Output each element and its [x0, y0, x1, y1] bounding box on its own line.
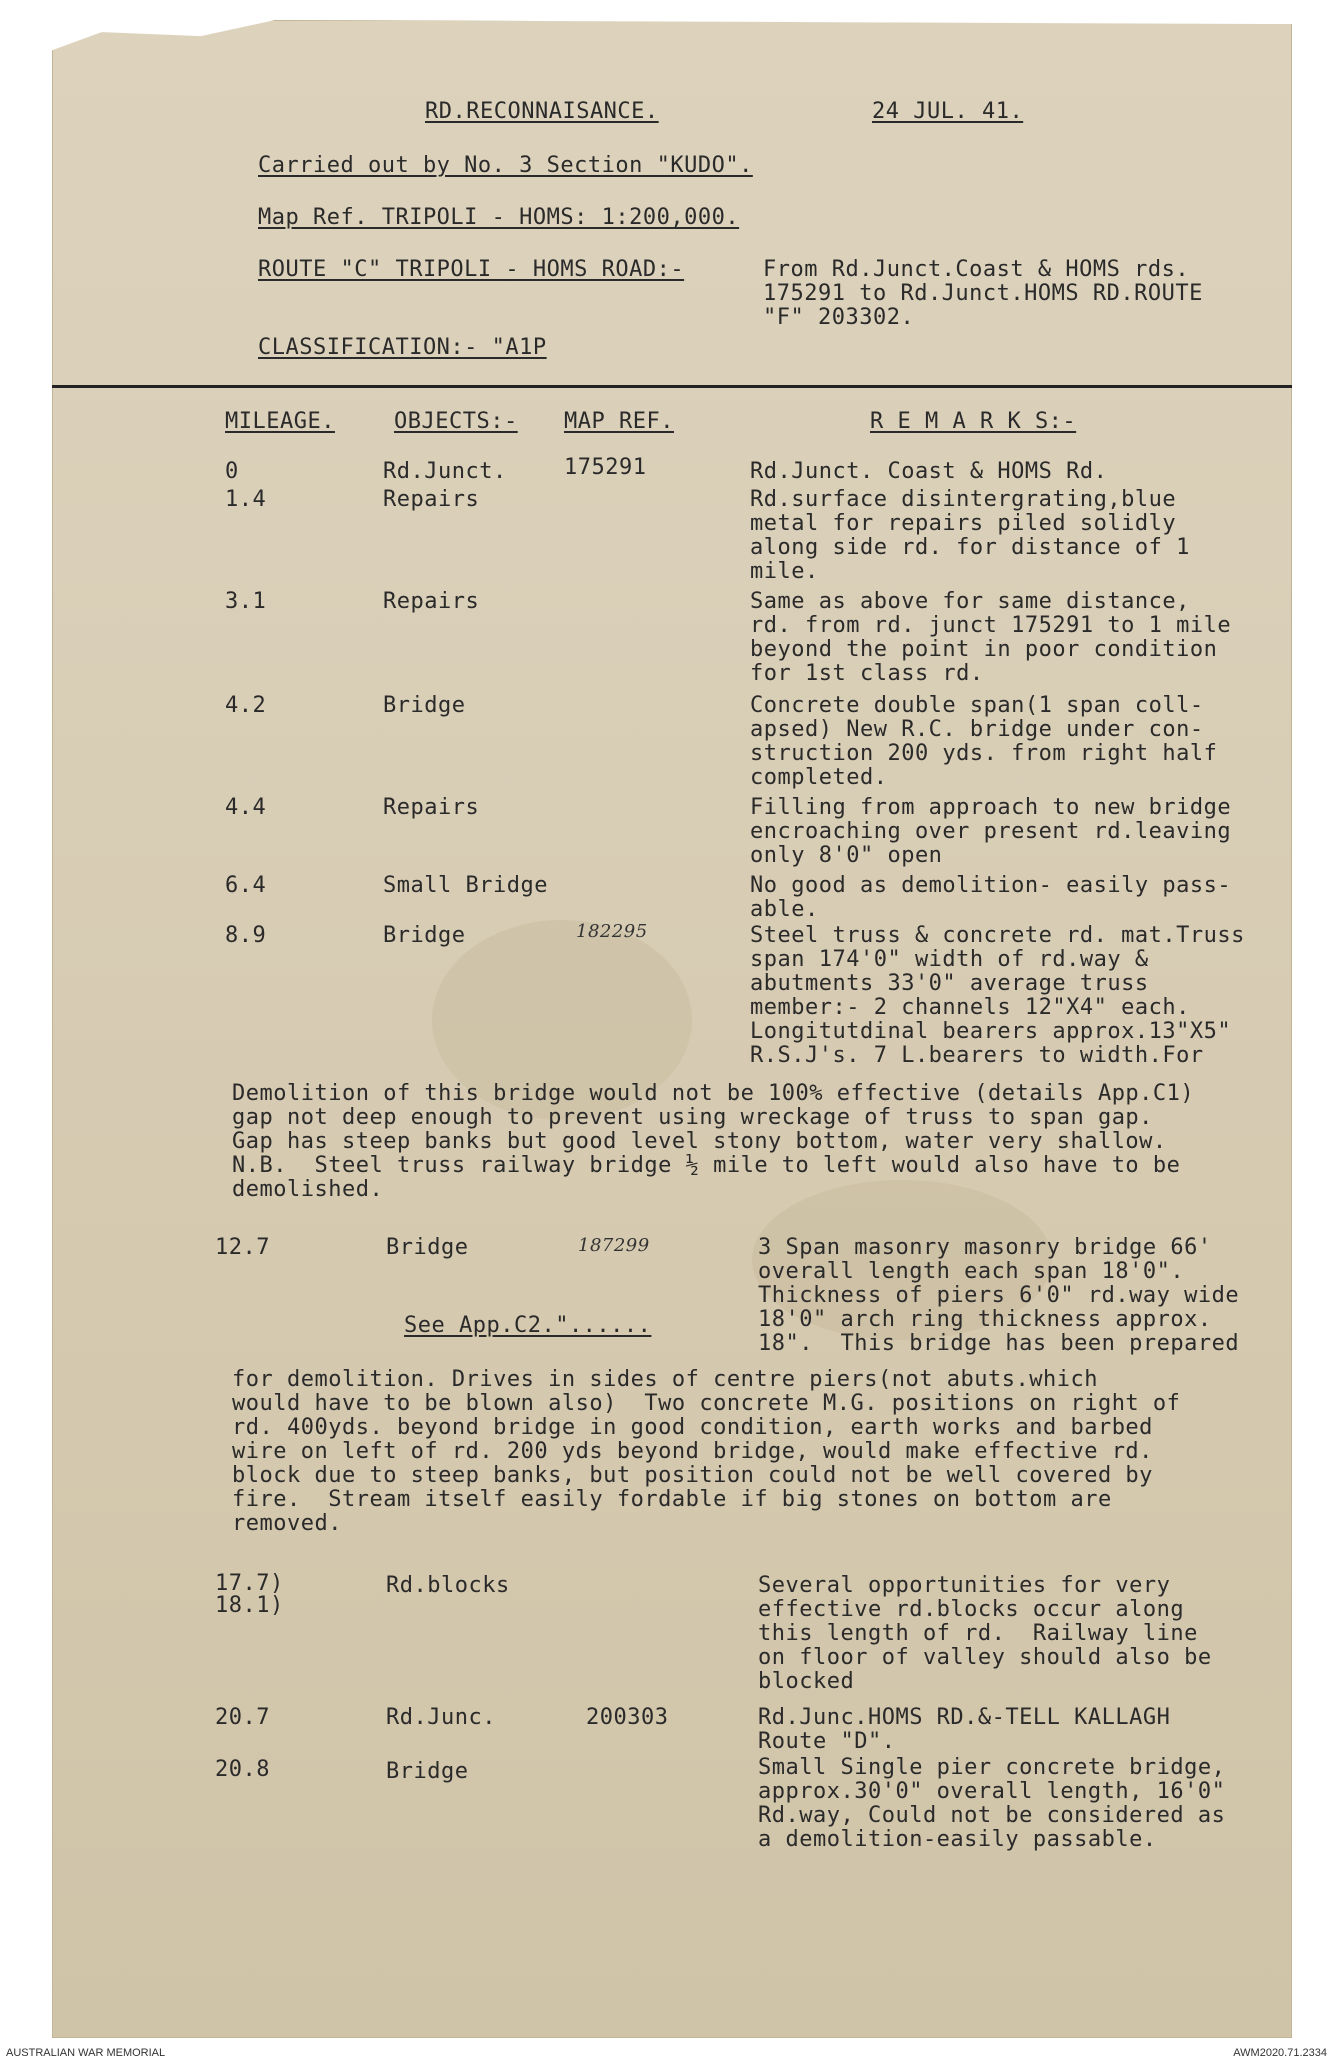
remark-line: mile.: [750, 559, 819, 584]
para2-line: fire. Stream itself easily fordable if big stones on bottom are: [232, 1487, 1112, 1512]
object-cell: Repairs: [383, 795, 480, 820]
route-label: ROUTE "C" TRIPOLI - HOMS ROAD:-: [258, 257, 685, 282]
map-ref-cell: 175291: [564, 455, 647, 480]
remark-line: beyond the point in poor condition: [750, 637, 1218, 662]
remark-line: apsed) New R.C. bridge under con-: [750, 717, 1204, 742]
remark-line: effective rd.blocks occur along: [758, 1597, 1185, 1622]
remark-line: R.S.J's. 7 L.bearers to width.For: [750, 1043, 1204, 1068]
route-desc-3: "F" 203302.: [763, 305, 915, 330]
footer-accession: AWM2020.71.2334: [1233, 2047, 1327, 2059]
remark-line: rd. from rd. junct 175291 to 1 mile: [750, 613, 1232, 638]
mileage-cell: 17.7): [215, 1571, 284, 1596]
remark-line: approx.30'0" overall length, 16'0": [758, 1779, 1226, 1804]
object-cell: Bridge: [386, 1235, 469, 1260]
remark-line: Small Single pier concrete bridge,: [758, 1755, 1226, 1780]
remark-line: Concrete double span(1 span coll-: [750, 693, 1204, 718]
carried-out-line: Carried out by No. 3 Section "KUDO".: [258, 153, 753, 178]
remark-line: Rd.Junc.HOMS RD.&-TELL KALLAGH: [758, 1705, 1171, 1730]
para2-line: wire on left of rd. 200 yds beyond bridge, would make effective rd.: [232, 1439, 1153, 1464]
map-ref-cell: 182295: [576, 921, 648, 942]
remark-line: blocked: [758, 1669, 855, 1694]
para2-line: for demolition. Drives in sides of centre piers(not abuts.which: [232, 1367, 1098, 1392]
remark-line: Several opportunities for very: [758, 1573, 1171, 1598]
remark-line: completed.: [750, 765, 888, 790]
document-title: RD.RECONNAISANCE.: [425, 99, 659, 124]
remark-line: Steel truss & concrete rd. mat.Truss: [750, 923, 1245, 948]
object-cell: Bridge: [383, 693, 466, 718]
remark-line: Thickness of piers 6'0" rd.way wide: [758, 1283, 1240, 1308]
remark-line: struction 200 yds. from right half: [750, 741, 1218, 766]
para2-line: would have to be blown also) Two concrete M.G. positions on right of: [232, 1391, 1181, 1416]
remark-line: Longitutdinal bearers approx.13"X5": [750, 1019, 1232, 1044]
remark-line: this length of rd. Railway line: [758, 1621, 1198, 1646]
remark-line: able.: [750, 897, 819, 922]
classification-line: CLASSIFICATION:- "A1P: [258, 335, 547, 360]
remark-line: abutments 33'0" average truss: [750, 971, 1149, 996]
object-cell: Bridge: [383, 923, 466, 948]
mileage-cell: 4.4: [225, 795, 267, 820]
remark-line: for 1st class rd.: [750, 661, 984, 686]
mileage-cell: 12.7: [215, 1235, 270, 1260]
route-desc-2: 175291 to Rd.Junct.HOMS RD.ROUTE: [763, 281, 1203, 306]
remark-line: Same as above for same distance,: [750, 589, 1190, 614]
remark-line: metal for repairs piled solidly: [750, 511, 1177, 536]
para1-line: Demolition of this bridge would not be 100% effective (details App.C1): [232, 1081, 1195, 1106]
see-app-c2: See App.C2."......: [404, 1313, 652, 1338]
remark-line: encroaching over present rd.leaving: [750, 819, 1232, 844]
map-ref-handwritten: 187299: [578, 1235, 650, 1256]
para1-line: gap not deep enough to prevent using wreckage of truss to span gap.: [232, 1105, 1153, 1130]
footer-institution: AUSTRALIAN WAR MEMORIAL: [6, 2047, 166, 2059]
remark-line: only 8'0" open: [750, 843, 943, 868]
para1-line: N.B. Steel truss railway bridge ½ mile to left would also have to be: [232, 1153, 1181, 1178]
mileage-cell: 20.7: [215, 1705, 270, 1730]
mileage-cell: 8.9: [225, 923, 267, 948]
remark-line: member:- 2 channels 12"X4" each.: [750, 995, 1190, 1020]
object-cell: Repairs: [383, 589, 480, 614]
remark-line: 18'0" arch ring thickness approx.: [758, 1307, 1212, 1332]
remark-line: 3 Span masonry masonry bridge 66': [758, 1235, 1212, 1260]
para1-line: Gap has steep banks but good level stony bottom, water very shallow.: [232, 1129, 1167, 1154]
para2-line: removed.: [232, 1511, 342, 1536]
remark-line: Rd.surface disintergrating,blue: [750, 487, 1177, 512]
remark-line: on floor of valley should also be: [758, 1645, 1212, 1670]
para2-line: rd. 400yds. beyond bridge in good condition, earth works and barbed: [232, 1415, 1153, 1440]
remark-line: No good as demolition- easily pass-: [750, 873, 1232, 898]
remark-line: along side rd. for distance of 1: [750, 535, 1190, 560]
mileage-cell: 1.4: [225, 487, 267, 512]
object-cell: Rd.Junc.: [386, 1705, 496, 1730]
document-date: 24 JUL. 41.: [872, 99, 1024, 124]
mileage-cell: 4.2: [225, 693, 267, 718]
object-cell: Bridge: [386, 1759, 469, 1784]
mileage-cell: 3.1: [225, 589, 267, 614]
map-ref-cell: 200303: [586, 1705, 669, 1730]
object-cell: Repairs: [383, 487, 480, 512]
horizontal-divider: [52, 385, 1292, 388]
remark-line: Route "D".: [758, 1729, 896, 1754]
object-cell: Rd.blocks: [386, 1573, 510, 1598]
remark-line: Filling from approach to new bridge: [750, 795, 1232, 820]
col-mileage: MILEAGE.: [225, 409, 335, 434]
col-objects: OBJECTS:-: [394, 409, 518, 434]
remark-line: overall length each span 18'0".: [758, 1259, 1185, 1284]
mileage-cell: 20.8: [215, 1757, 270, 1782]
col-map-ref: MAP REF.: [564, 409, 674, 434]
remark-line: span 174'0" width of rd.way &: [750, 947, 1149, 972]
remark-line: Rd.way, Could not be considered as: [758, 1803, 1226, 1828]
object-cell: Small Bridge: [383, 873, 548, 898]
mileage-cell: 0: [225, 459, 239, 484]
remark-line: Rd.Junct. Coast & HOMS Rd.: [750, 459, 1108, 484]
route-desc-1: From Rd.Junct.Coast & HOMS rds.: [763, 257, 1190, 282]
mileage-cell: 6.4: [225, 873, 267, 898]
map-ref-line: Map Ref. TRIPOLI - HOMS: 1:200,000.: [258, 205, 740, 230]
para1-line: demolished.: [232, 1177, 384, 1202]
mileage-cell: 18.1): [215, 1593, 284, 1618]
remark-line: 18". This bridge has been prepared: [758, 1331, 1240, 1356]
remark-line: a demolition-easily passable.: [758, 1827, 1157, 1852]
col-remarks: R E M A R K S:-: [870, 409, 1077, 434]
object-cell: Rd.Junct.: [383, 459, 507, 484]
para2-line: block due to steep banks, but position could not be well covered by: [232, 1463, 1153, 1488]
